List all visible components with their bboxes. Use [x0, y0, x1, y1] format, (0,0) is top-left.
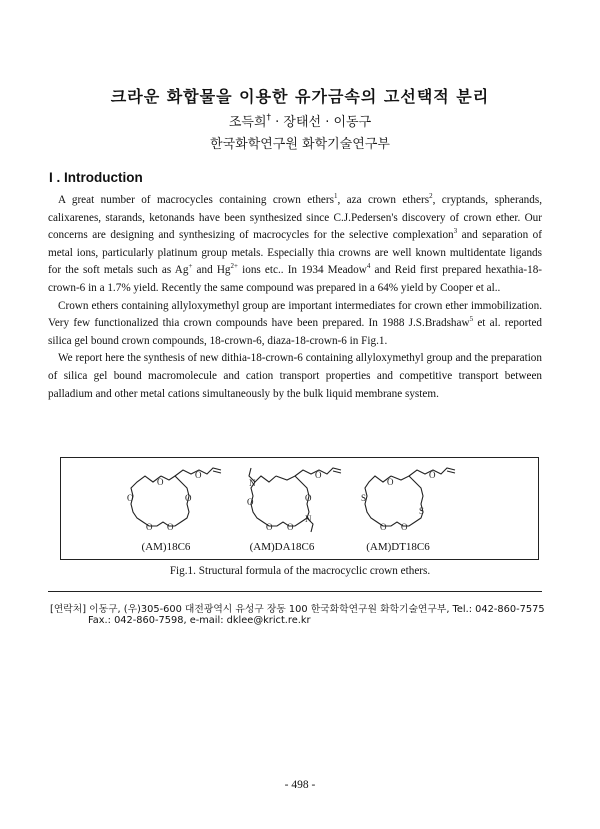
svg-text:O: O — [146, 522, 153, 532]
citation: 1 — [333, 192, 338, 200]
amdt18c6-structure — [361, 468, 455, 532]
svg-text:N: N — [305, 514, 312, 524]
affiliation: 한국화학연구원 화학기술연구부 — [210, 137, 390, 152]
svg-text:O: O — [266, 522, 273, 532]
charge: + — [188, 262, 193, 271]
svg-text:O: O — [247, 497, 254, 507]
figure-label-amdt18c6: (AM)DT18C6 — [366, 541, 430, 553]
paper-title: 크라운 화합물을 이용한 유가금속의 고선택적 분리 — [110, 87, 490, 106]
charge: 2+ — [230, 262, 238, 271]
citation: 5 — [469, 315, 474, 324]
corresponding-author: 조득희 — [228, 115, 267, 130]
page-number: - 498 - — [284, 779, 316, 791]
svg-text:O: O — [127, 493, 134, 503]
svg-text:O: O — [287, 522, 294, 532]
svg-text:O: O — [401, 522, 408, 532]
svg-text:O: O — [315, 470, 322, 480]
corresponding-mark: † — [266, 113, 272, 123]
svg-text:O: O — [429, 470, 436, 480]
svg-text:O: O — [157, 477, 164, 487]
svg-text:O: O — [167, 522, 174, 532]
contact-line-2: Fax.: 042-860-7598, e-mail: dklee@krict.re.kr — [88, 615, 311, 626]
section-heading: I . Introduction — [49, 170, 143, 185]
svg-text:N: N — [249, 478, 256, 488]
amda18c6-structure — [247, 468, 341, 532]
svg-text:O: O — [195, 470, 202, 480]
footnote-divider — [48, 591, 542, 592]
author-line — [0, 111, 600, 130]
paragraph-3: We report here the synthesis of new dithia-18-crown-6 containing allyloxymethyl group and the preparation of silica gel bound macromolecule and cation transport properties and competitive transport between palladium and other metal cations simultaneously by the bulk liquid membrane system. — [48, 352, 542, 400]
co-authors: · 장태선 · 이동구 — [275, 115, 372, 130]
figure-caption: Fig.1. Structural formula of the macrocyclic crown ethers. — [169, 565, 431, 577]
svg-text:O: O — [387, 477, 394, 487]
citation: 2 — [429, 192, 433, 200]
svg-text:O: O — [185, 493, 192, 503]
svg-text:S: S — [419, 506, 425, 516]
citation: 3 — [453, 227, 458, 236]
svg-text:O: O — [305, 493, 312, 503]
figure-label-am18c6: (AM)18C6 — [141, 541, 191, 553]
paragraph-1: A great number of macrocycles containing crown ethers$^1$, aza crown ethers$^2$, cryptands, spherands, calixarenes, starands, ketonands have been synthesized since C.J.Pedersen's discovery of crown ether. Our concerns are designing and synthesizing of macrocycles for the selective complexation$^3$ and separation of metal ions, particularly platinum group metals. Especially thia crowns are well known multidentate ligands for the soft metals such as Ag+ and $Hg^{2+}$ ions etc.. In 1934 Meadow$^4$ and Reid first prepared hexathia-18-crown-6 in a 1.7% yield. Recently the same compound was prepared in a 64% yield by Cooper et al.. — [48, 192, 543, 294]
figure-label-amda18c6: (AM)DA18C6 — [249, 541, 315, 553]
am18c6-structure — [127, 468, 221, 532]
body-text — [48, 192, 542, 403]
svg-text:O: O — [380, 522, 387, 532]
citation: 4 — [366, 262, 371, 271]
paragraph-2: Crown ethers containing allyloxymethyl group are important intermediates for crown ether immobilization. Very few functionalized thia crown compounds have been prepared. In 1988 J.S.Bradshaw$^5$ et al. reported silica gel bound crown compounds, 18-crown-6, diaza-18-crown-6 in Fig.1. — [48, 299, 543, 347]
svg-text:S: S — [361, 493, 367, 503]
contact-line-1: [연락처] 이동구, (우)305-600 대전광역시 유성구 장동 100 한국화학연구원 화학기술연구부, Tel.: 042-860-7575 — [50, 604, 545, 615]
